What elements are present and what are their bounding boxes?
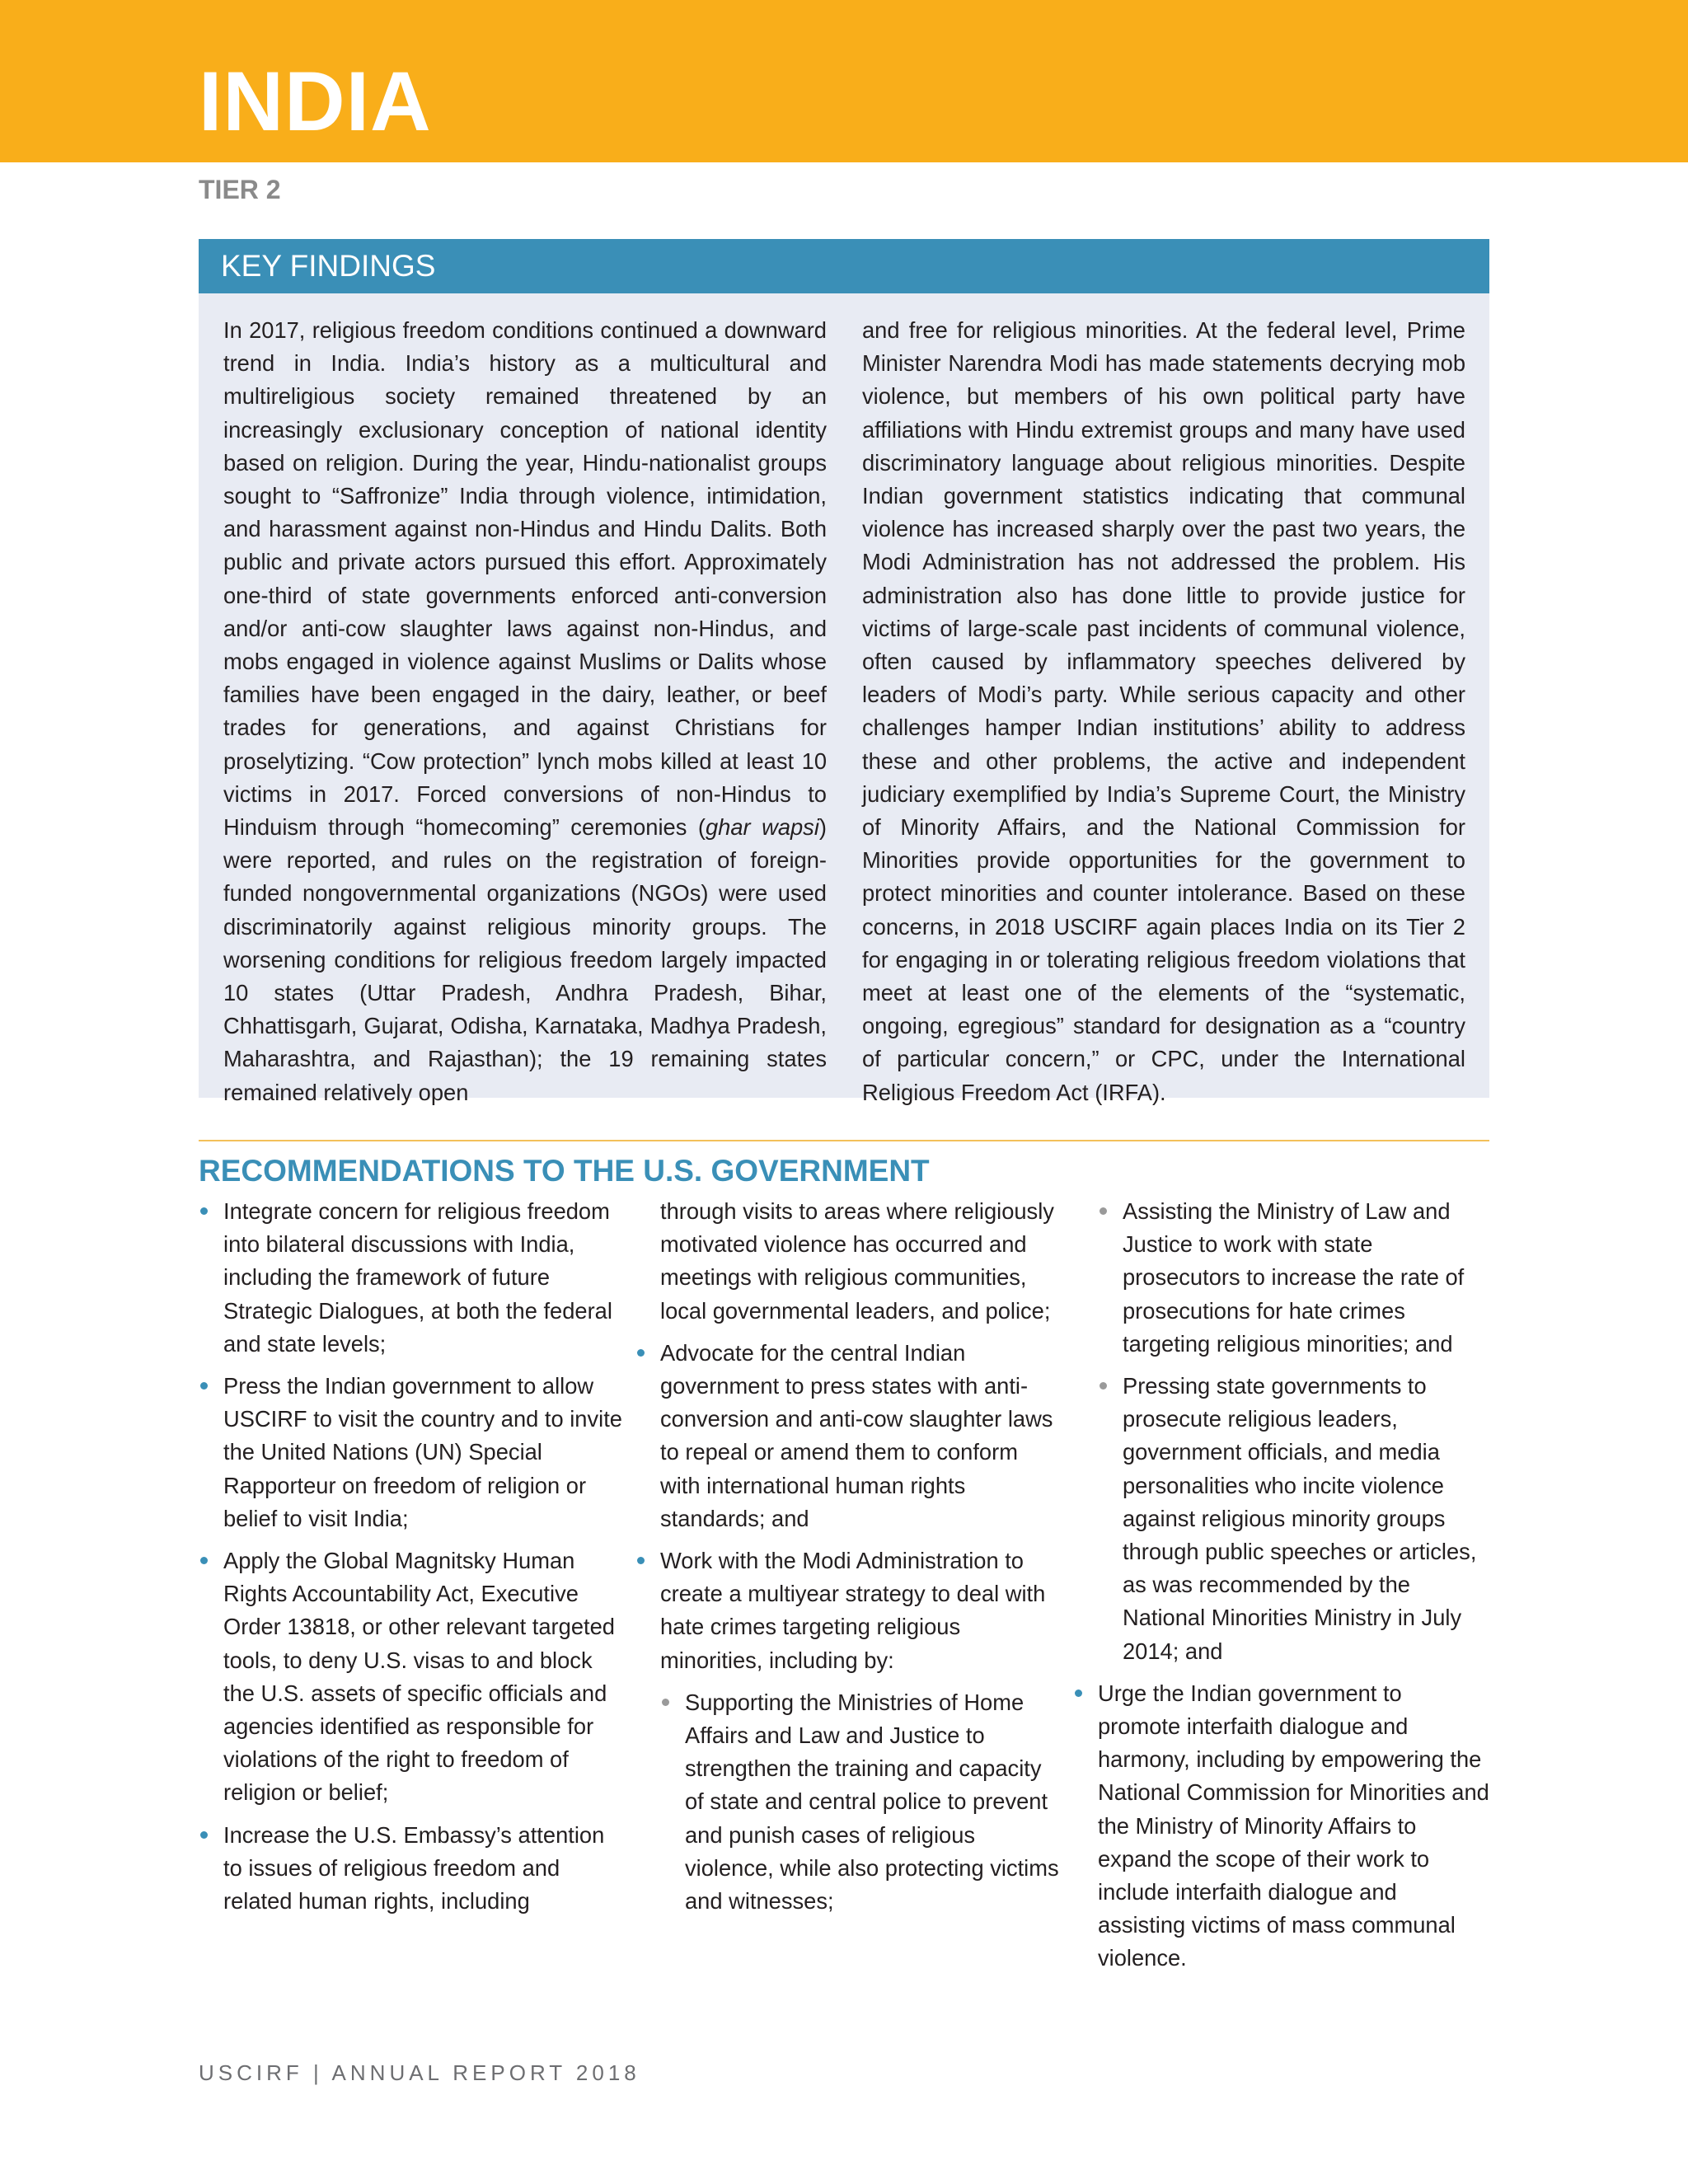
bullet-icon bbox=[637, 1349, 645, 1357]
bullet-icon bbox=[200, 1207, 208, 1215]
recommendation-item bbox=[199, 1819, 623, 1919]
bullet-icon bbox=[637, 1557, 645, 1564]
recommendations-title: RECOMMENDATIONS TO THE U.S. GOVERNMENT bbox=[199, 1154, 930, 1188]
recommendation-text: Work with the Modi Administration to create a multiyear strategy to deal with hate crimes targeting religious minorities, including by: bbox=[660, 1548, 1046, 1673]
sub-bullet-icon bbox=[1100, 1382, 1107, 1390]
recommendation-text: Urge the Indian government to promote interfaith dialogue and harmony, including by empowering the National Commission for Minorities and the Ministry of Minority Affairs to expand the scope of their work to include interfaith dialogue and assisting victims of mass communal violence. bbox=[1098, 1680, 1489, 1971]
bullet-icon bbox=[200, 1382, 208, 1390]
recommendations-column-2 bbox=[635, 1195, 1064, 1927]
recommendation-sub-item bbox=[1098, 1195, 1489, 1361]
section-divider bbox=[199, 1140, 1489, 1141]
tier-label: TIER 2 bbox=[199, 175, 281, 204]
recommendation-sub-item bbox=[1098, 1370, 1489, 1668]
recommendation-item bbox=[199, 1544, 623, 1810]
recommendation-sub-text: Pressing state governments to prosecute religious leaders, government officials, and media personalities who incite violence against religious minority groups through public speeches or articles, as was recommended by the National Minorities Ministry in July 2014; and bbox=[1123, 1373, 1477, 1664]
recommendation-item bbox=[635, 1544, 1064, 1677]
recommendation-item bbox=[1073, 1677, 1489, 1975]
key-findings-italic-term: ghar wapsi bbox=[705, 814, 819, 841]
key-findings-box bbox=[199, 293, 1489, 1105]
key-findings-column-2: and free for religious minorities. At the federal level, Prime Minister Narendra Modi has made statements decrying mob violence, but members of his own political party have affiliations with Hindu extremist groups and many have used discriminatory language about religious minorities. Despite Indian government statistics indicating that communal violence has increased sharply over the past two years, the Modi Administration has not addressed the problem. His administration also has done little to provide justice for victims of large-scale past incidents of communal violence, often caused by inflammatory speeches delivered by leaders of Modi’s party. While serious capacity and other challenges hamper Indian institutions’ ability to address these and other problems, the active and independent judiciary exemplified by India’s Supreme Court, the Ministry of Minority Affairs, and the National Commission for Minorities provide opportunities for the government to protect minorities and counter intolerance. Based on these concerns, in 2018 USCIRF again places India on its Tier 2 for engaging in or tolerating religious freedom violations that meet at least one of the elements of the “systematic, ongoing, egregious” standard for designation as a “country of particular concern,” or CPC, under the International Religious Freedom Act (IRFA). bbox=[862, 317, 1465, 1105]
country-title: INDIA bbox=[199, 54, 432, 148]
recommendation-text: Integrate concern for religious freedom into bilateral discussions with India, including the framework of future Strategic Dialogues, at both the federal and state levels; bbox=[223, 1198, 612, 1357]
recommendation-item bbox=[199, 1195, 623, 1361]
header-banner bbox=[0, 0, 1688, 162]
recommendation-sub-text: Supporting the Ministries of Home Affairs and Law and Justice to strengthen the training and capacity of state and central police to prevent and punish cases of religious violence, while also protecting victims and witnesses; bbox=[685, 1689, 1059, 1915]
key-findings-title: KEY FINDINGS bbox=[221, 249, 436, 283]
bullet-icon bbox=[200, 1831, 208, 1839]
page-footer: USCIRF | ANNUAL REPORT 2018 bbox=[199, 2060, 640, 2085]
recommendation-text: Apply the Global Magnitsky Human Rights Accountability Act, Executive Order 13818, or other relevant targeted tools, to deny U.S. visas to and block the U.S. assets of specific officials and agencies identified as responsible for violations of the right to freedom of religion or belief; bbox=[223, 1548, 615, 1806]
recommendation-item bbox=[199, 1370, 623, 1535]
recommendation-item bbox=[635, 1337, 1064, 1535]
key-findings-text-1b: ) were reported, and rules on the registration of foreign-funded nongovernmental organizations (NGOs) were used discriminatorily against religious minority groups. The worsening conditions for religious freedom largely impacted 10 states (Uttar Pradesh, Andhra Pradesh, Bihar, Chhattisgarh, Gujarat, Odisha, Karnataka, Madhya Pradesh, Maharashtra, and Rajasthan); the 19 remaining states remained relatively open bbox=[223, 814, 827, 1105]
sub-bullet-icon bbox=[1100, 1207, 1107, 1215]
bullet-icon bbox=[1075, 1690, 1082, 1697]
sub-bullet-icon bbox=[662, 1699, 669, 1706]
key-findings-header bbox=[199, 239, 1489, 293]
recommendation-sub-text: Assisting the Ministry of Law and Justice to work with state prosecutors to increase the rate of prosecutions for hate crimes targeting religious minorities; and bbox=[1123, 1198, 1465, 1357]
recommendation-text: Press the Indian government to allow USCIRF to visit the country and to invite the United Nations (UN) Special Rapporteur on freedom of religion or belief to visit India; bbox=[223, 1373, 622, 1531]
key-findings-column-1 bbox=[223, 314, 827, 1109]
recommendation-text: Advocate for the central Indian government to press states with anti-conversion and anti-cow slaughter laws to repeal or amend them to conform with international human rights standards; and bbox=[660, 1339, 1053, 1531]
recommendations-column-1 bbox=[199, 1195, 623, 1927]
recommendation-continuation: through visits to areas where religiously motivated violence has occurred and meetings with religious communities, local governmental leaders, and police; bbox=[660, 1198, 1054, 1324]
bullet-icon bbox=[200, 1557, 208, 1564]
key-findings-text-1a: In 2017, religious freedom conditions continued a downward trend in India. India’s history as a multicultural and multireligious society remained threatened by an increasingly exclusionary conception of national identity based on religion. During the year, Hindu-nationalist groups sought to “Saffronize” India through violence, intimidation, and harassment against non-Hindus and Hindu Dalits. Both public and private actors pursued this effort. Approximately one-third of state governments enforced anti-conversion and/or anti-cow slaughter laws against non-Hindus, and mobs engaged in violence against Muslims or Dalits whose families have been engaged in the dairy, leather, or beef trades for generations, and against Christians for proselytizing. “Cow protection” lynch mobs killed at least 10 victims in 2017. Forced conversions of non-Hindus to Hinduism through “homecoming” ceremonies ( bbox=[223, 317, 827, 841]
recommendation-sub-item bbox=[660, 1686, 1064, 1918]
recommendations-column-3 bbox=[1073, 1195, 1489, 1985]
recommendation-text: Increase the U.S. Embassy’s attention to issues of religious freedom and related human rights, including bbox=[223, 1821, 605, 1915]
